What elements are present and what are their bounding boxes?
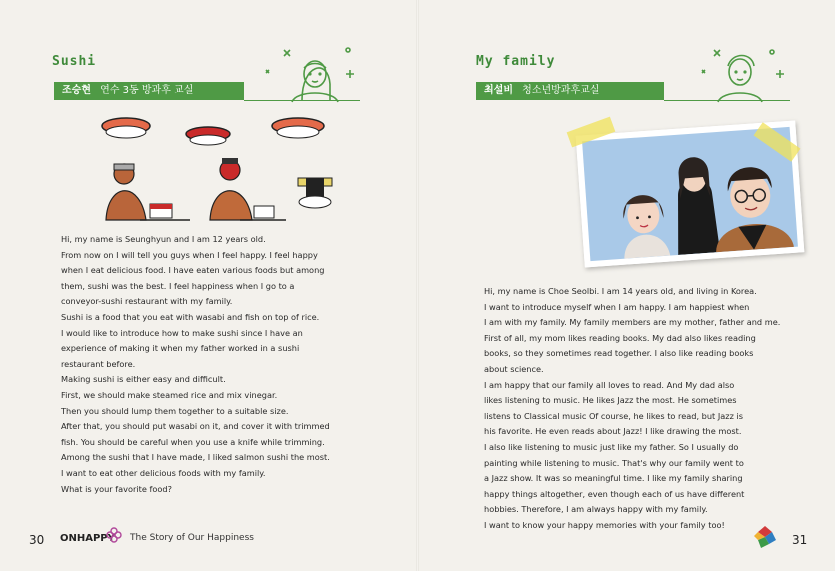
- text-line: Hi, my name is Seunghyun and I am 12 years old.: [61, 234, 266, 244]
- right-page: [418, 0, 835, 571]
- right-page-title: My family: [476, 54, 556, 69]
- right-author-location: 청소년방과후교실: [522, 85, 600, 96]
- text-line: Then you should lump them together to a suitable size.: [61, 405, 289, 416]
- text-line: conveyor-sushi restaurant with my family.: [61, 296, 233, 307]
- text-line: I want to eat other delicious foods with my family.: [61, 467, 266, 478]
- sushi-chefs-illustration: [90, 112, 350, 232]
- text-line: Sushi is a food that you eat with wasabi and fish on top of rice.: [61, 311, 320, 322]
- text-line: I am with my family. My family members are my mother, father and me.: [484, 317, 781, 328]
- text-line: happy things altogether, even though each of us have different: [484, 488, 745, 499]
- text-line: them, sushi was the best. I feel happiness when I go to a: [61, 280, 295, 291]
- text-line: First of all, my mom likes reading books. My dad also likes reading: [484, 332, 756, 343]
- left-page-number: 30: [29, 533, 45, 547]
- family-drawing: [582, 127, 798, 261]
- left-header-rule: [244, 100, 360, 101]
- text-line: hobbies. Therefore, I am always happy with my family.: [484, 504, 708, 515]
- text-line: From now on I will tell you guys when I feel happy. I feel happy: [61, 249, 318, 260]
- text-line: I want to know your happy memories with your family too!: [484, 519, 725, 530]
- text-line: about science.: [484, 363, 544, 374]
- text-line: Among the sushi that I have made, I liked salmon sushi the most.: [61, 452, 330, 463]
- text-line: books, so they sometimes read together. I also like reading books: [484, 348, 754, 359]
- text-line: likes listening to music. He likes Jazz the most. He sometimes: [484, 395, 737, 406]
- text-line: painting while listening to music. That's why our family went to: [484, 457, 744, 468]
- colorful-logo-icon: [752, 524, 778, 550]
- right-page-number: 31: [792, 533, 808, 547]
- text-line: his favorite. He even reads about Jazz! I like drawing the most.: [484, 426, 742, 437]
- text-line: when I eat delicious food. I have eaten various foods but among: [61, 265, 325, 276]
- left-author-name: 조승현: [62, 85, 91, 96]
- family-portrait-illustration: [582, 127, 798, 261]
- left-author-location: 연수 3동 방과후 교실: [100, 85, 194, 96]
- text-line: experience of making it when my father worked in a sushi: [61, 343, 300, 354]
- left-story-text: [61, 232, 357, 497]
- right-author-name: 최설비: [484, 85, 513, 96]
- footer-tagline: The Story of Our Happiness: [130, 533, 254, 543]
- text-line: Hi, my name is Choe Seolbi. I am 14 years old, and living in Korea.: [484, 286, 757, 296]
- brand-logo-text: ONHAPPY: [60, 533, 115, 544]
- text-line: Making sushi is either easy and difficult.: [61, 374, 226, 385]
- text-line: listens to Classical music Of course, he likes to read, but Jazz is: [484, 410, 744, 421]
- text-line: fish. You should be careful when you use a knife while trimming.: [61, 436, 325, 447]
- text-line: I also like listening to music just like my father. So I usually do: [484, 441, 739, 452]
- right-story-text: [484, 284, 781, 534]
- right-header-rule: [664, 100, 790, 101]
- text-line: I want to introduce myself when I am happy. I am happiest when: [484, 301, 750, 312]
- text-line: What is your favorite food?: [61, 483, 172, 494]
- text-line: After that, you should put wasabi on it, and cover it with trimmed: [61, 421, 330, 432]
- text-line: I would like to introduce how to make sushi since I have an: [61, 327, 303, 338]
- boy-avatar-icon: [696, 44, 796, 104]
- left-page: [0, 0, 417, 571]
- right-author-tag: [476, 82, 664, 100]
- text-line: restaurant before.: [61, 358, 136, 369]
- girl-avatar-icon: [262, 44, 362, 104]
- text-line: I am happy that our family all loves to read. And My dad also: [484, 379, 735, 390]
- text-line: First, we should make steamed rice and mix vinegar.: [61, 389, 278, 400]
- flower-logo-icon: [106, 527, 122, 545]
- left-page-title: Sushi: [52, 54, 97, 69]
- text-line: a Jazz show. It was so meaningful time. I like my family sharing: [484, 473, 743, 484]
- left-author-tag: [54, 82, 244, 100]
